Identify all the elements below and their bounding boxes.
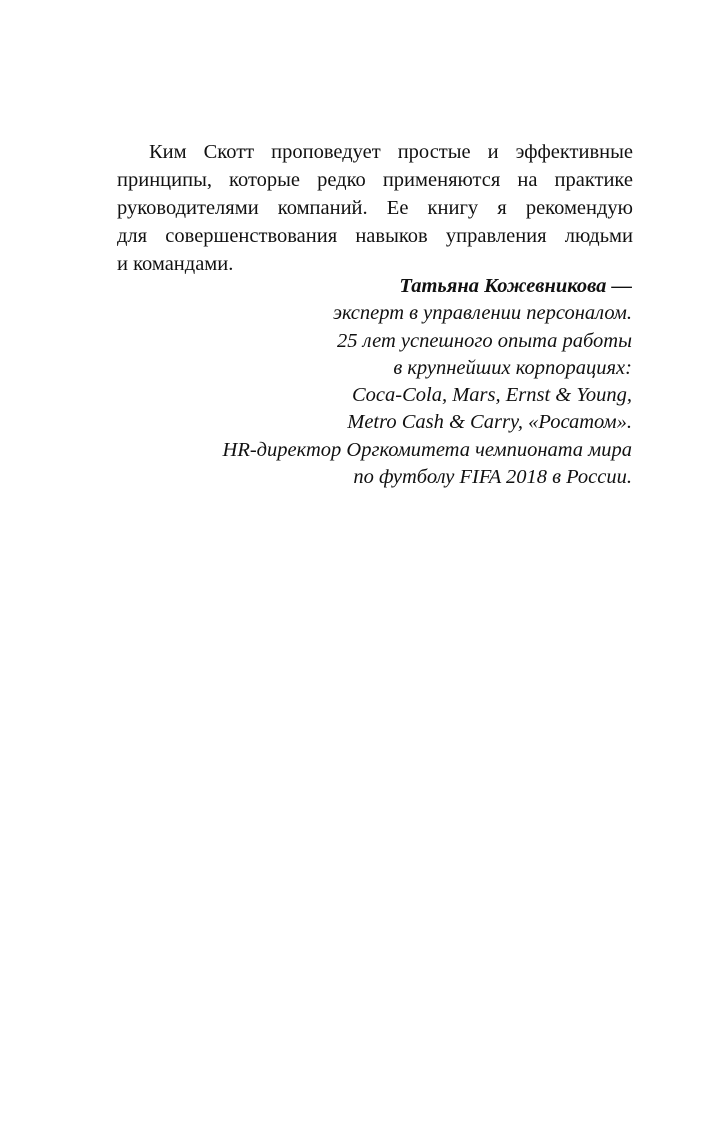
- endorsement-quote: [117, 138, 633, 278]
- author-description-line: HR-директор Оргкомитета чемпионата мира: [222, 438, 632, 461]
- author-description-line: по футболу FIFA 2018 в России.: [353, 466, 632, 489]
- author-description-line: Coca-Cola, Mars, Ernst & Young,: [351, 384, 632, 407]
- quote-line: принципы, которые редко применяются на практике: [117, 169, 633, 191]
- quote-line: Ким Скотт проповедует простые и эффективные: [149, 141, 633, 163]
- quote-line: для совершенствования навыков управления людьми: [117, 225, 633, 247]
- endorsement-attribution: [117, 273, 632, 491]
- author-description-line: 25 лет успешного опыта работы: [337, 329, 632, 352]
- author-name: Татьяна Кожевникова —: [399, 275, 632, 297]
- author-description-line: Metro Cash & Carry, «Росатом».: [347, 411, 632, 434]
- quote-line: и командами.: [117, 253, 234, 275]
- quote-line: руководителями компаний. Ее книгу я рекомендую: [117, 197, 633, 219]
- author-description-line: эксперт в управлении персоналом.: [332, 302, 632, 325]
- author-description-line: в крупнейших корпорациях:: [393, 356, 632, 379]
